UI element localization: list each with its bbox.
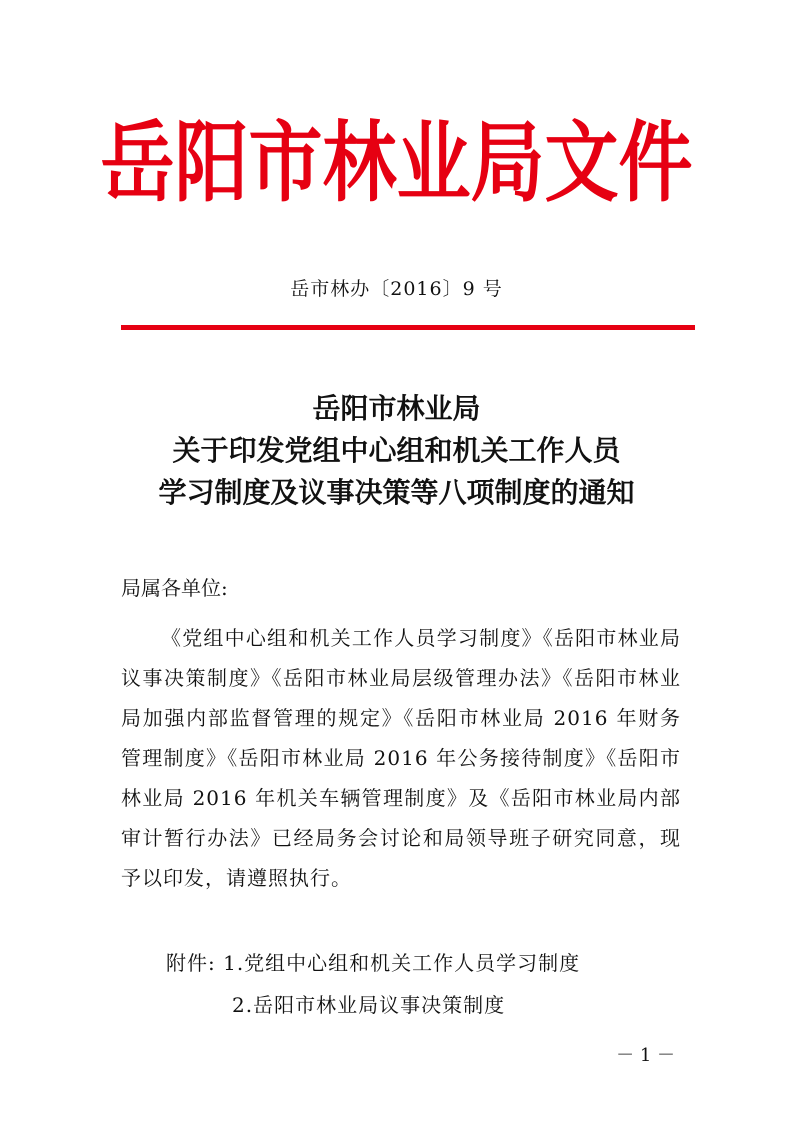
notice-title bbox=[0, 388, 793, 514]
red-separator-line bbox=[121, 325, 695, 330]
notice-title-line-2: 关于印发党组中心组和机关工作人员 bbox=[172, 434, 621, 467]
attachment-item-2: 2.岳阳市林业局议事决策制度 bbox=[232, 993, 506, 1017]
document-header-title: 岳阳市林业局文件 bbox=[100, 112, 693, 215]
notice-title-line-1: 岳阳市林业局 bbox=[312, 392, 481, 425]
attachment-item-1: 附件: 1.党组中心组和机关工作人员学习制度 bbox=[166, 951, 581, 975]
salutation: 局属各单位: bbox=[121, 576, 228, 600]
body-paragraph: 《党组中心组和机关工作人员学习制度》《岳阳市林业局议事决策制度》《岳阳市林业局层级管理办法》《岳阳市林业局加强内部监督管理的规定》《岳阳市林业局 2016 年财务管理制度》《岳阳市林业局 2016 年公务接待制度》《岳阳市林业局 2016 年机关车辆管理制度》及《岳阳市林业局内部审计暂行办法》已经局务会讨论和局领导班子研究同意，现予以印发，请遵照执行。 bbox=[121, 626, 681, 890]
notice-title-line-3: 学习制度及议事决策等八项制度的通知 bbox=[158, 476, 635, 509]
page-number: － 1 － bbox=[616, 1045, 675, 1066]
document-number: 岳市林办〔2016〕9 号 bbox=[290, 278, 503, 300]
